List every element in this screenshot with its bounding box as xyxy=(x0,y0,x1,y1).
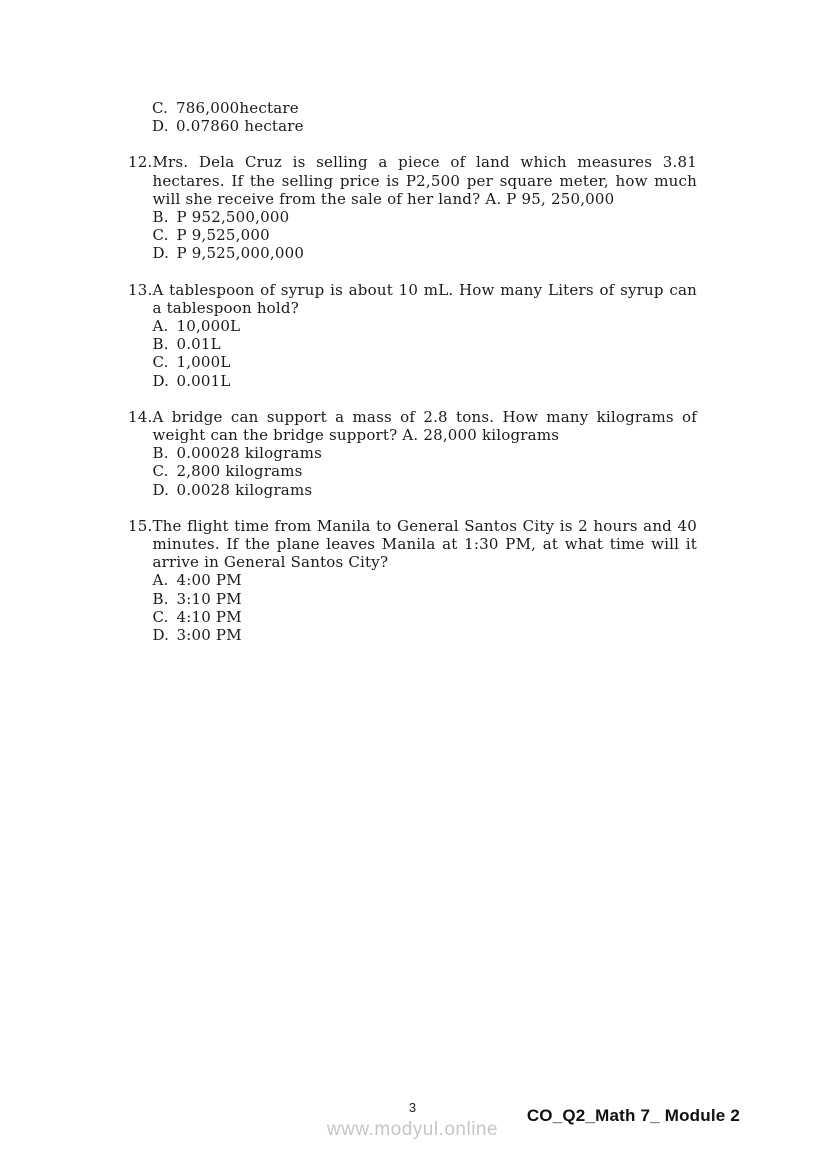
option-letter: D. xyxy=(152,117,169,136)
question-number: 14. xyxy=(128,407,153,426)
question-options xyxy=(152,571,697,644)
option-row xyxy=(152,462,697,480)
option-row xyxy=(152,335,697,353)
module-footer-label: CO_Q2_Math 7_ Module 2 xyxy=(526,1106,740,1125)
option-text: 2,800 kilograms xyxy=(176,462,303,481)
question-body xyxy=(152,517,697,644)
option-row xyxy=(152,608,697,626)
option-letter: B. xyxy=(152,589,169,608)
question-14 xyxy=(128,408,697,499)
option-text: 0.0028 kilograms xyxy=(176,480,313,499)
option-row xyxy=(152,99,697,117)
question-options xyxy=(152,208,697,263)
question-15 xyxy=(128,517,697,644)
option-text: 1,000L xyxy=(176,353,231,372)
option-row xyxy=(152,244,697,262)
option-letter: B. xyxy=(152,444,169,463)
option-letter: B. xyxy=(152,208,169,227)
question-13 xyxy=(128,281,697,390)
option-text: P 9,525,000 xyxy=(176,226,270,245)
option-text: 10,000L xyxy=(176,317,241,336)
option-row xyxy=(152,444,697,462)
option-text: P 9,525,000,000 xyxy=(176,244,305,263)
page-number: 3 xyxy=(408,1100,417,1115)
question-text: The flight time from Manila to General Santos City is 2 hours and 40 minutes. If the plane leaves Manila at 1:30 PM, at what time will it arrive in General Santos City? xyxy=(152,516,697,572)
option-row xyxy=(152,571,697,589)
question-number: 13. xyxy=(128,280,153,299)
watermark-text: www.modyul.online xyxy=(326,1119,499,1140)
option-row xyxy=(152,353,697,371)
question-body xyxy=(152,408,697,499)
question-text: Mrs. Dela Cruz is selling a piece of land which measures 3.81 hectares. If the selling price is P2,500 per square meter, how much will she receive from the sale of her land? A. P 95, 250,000 xyxy=(152,153,697,208)
option-row xyxy=(152,208,697,226)
question-body xyxy=(152,281,697,390)
option-letter: A. xyxy=(152,571,169,590)
option-text: 0.00028 kilograms xyxy=(176,444,323,463)
question-number: 12. xyxy=(128,153,153,172)
option-text: 4:10 PM xyxy=(176,607,242,626)
option-text: P 952,500,000 xyxy=(176,208,290,227)
option-text: 0.001L xyxy=(176,371,231,390)
option-text: 3:10 PM xyxy=(176,589,242,608)
option-letter: C. xyxy=(152,353,169,372)
question-options xyxy=(152,317,697,390)
option-letter: C. xyxy=(152,226,169,245)
option-row xyxy=(152,117,697,135)
option-letter: B. xyxy=(152,335,169,354)
question-text: A tablespoon of syrup is about 10 mL. How many Liters of syrup can a tablespoon hold? xyxy=(152,280,697,317)
option-letter: C. xyxy=(152,462,169,481)
option-letter: D. xyxy=(152,244,170,263)
question-options xyxy=(152,444,697,499)
option-row xyxy=(152,626,697,644)
option-letter: D. xyxy=(152,626,170,645)
option-text: 0.07860 hectare xyxy=(176,117,304,136)
test-content xyxy=(128,99,697,644)
option-row xyxy=(152,590,697,608)
option-text: 0.01L xyxy=(176,335,221,354)
option-letter: D. xyxy=(152,371,170,390)
option-letter: D. xyxy=(152,480,170,499)
question-12 xyxy=(128,153,697,262)
option-letter: C. xyxy=(152,607,169,626)
option-row xyxy=(152,372,697,390)
option-row xyxy=(152,226,697,244)
option-row xyxy=(152,481,697,499)
question-text: A bridge can support a mass of 2.8 tons. How many kilograms of weight can the bridge support? A. 28,000 kilograms xyxy=(152,407,697,445)
option-text: 3:00 PM xyxy=(176,626,242,645)
option-letter: C. xyxy=(152,99,169,117)
option-row xyxy=(152,317,697,335)
option-letter: A. xyxy=(152,317,169,336)
question-number: 15. xyxy=(128,516,153,535)
option-text: 4:00 PM xyxy=(176,571,242,590)
question-body xyxy=(152,153,697,262)
question-11-remaining-options xyxy=(152,99,697,135)
option-text: 786,000hectare xyxy=(176,99,299,117)
